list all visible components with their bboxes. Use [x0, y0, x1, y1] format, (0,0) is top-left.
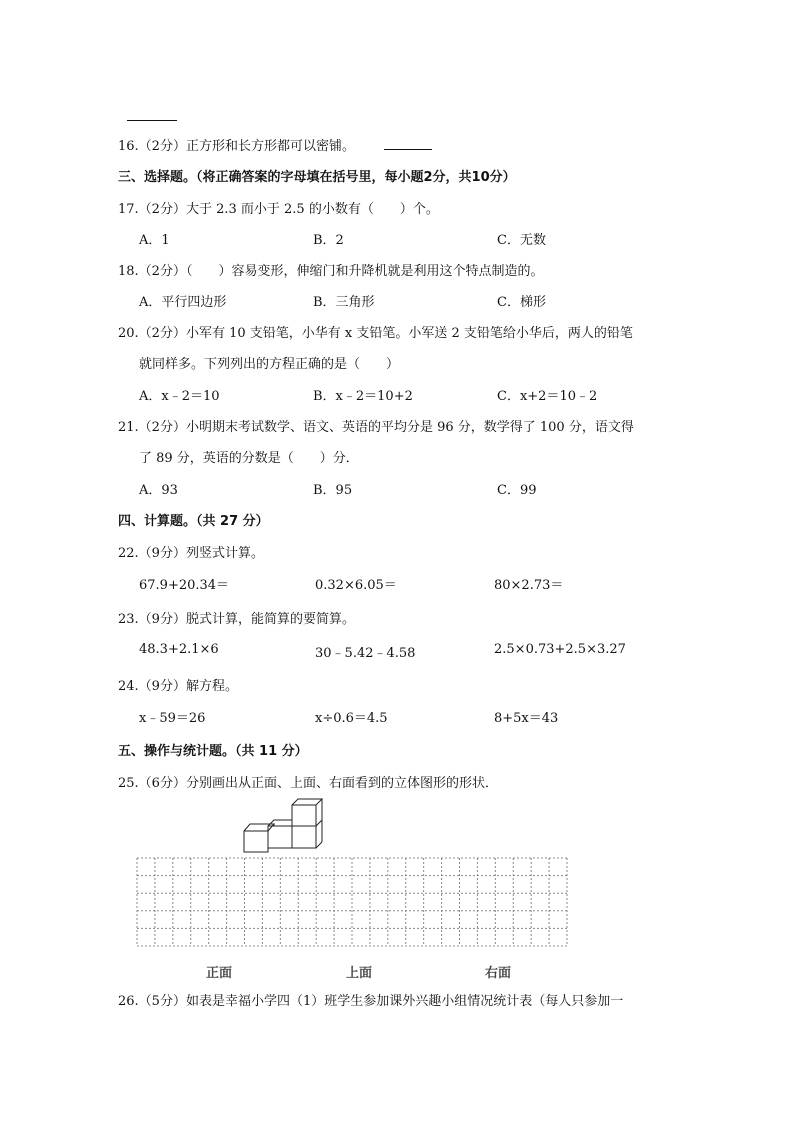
question-23-expr-1: 48.3+2.1×6 — [139, 642, 219, 657]
question-22-expr-3: 80×2.73＝ — [494, 578, 564, 593]
question-24-expr-2: x÷0.6＝4.5 — [315, 711, 388, 726]
question-23-expr-2: 30﹣5.42﹣4.58 — [315, 646, 416, 661]
question-22-expr-1: 67.9+20.34＝ — [139, 578, 230, 593]
view-label-right: 右面 — [485, 966, 512, 981]
question-16: 16.（2分）正方形和长方形都可以密铺。 — [118, 139, 355, 154]
question-24-expr-3: 8+5x＝43 — [494, 711, 559, 726]
section-3-heading: 三、选择题。（将正确答案的字母填在括号里，每小题2分，共10分） — [118, 170, 516, 185]
question-17-option-a: A．1 — [139, 233, 170, 248]
question-20-option-c: C．x+2＝10﹣2 — [497, 389, 598, 404]
question-21-option-b: B．95 — [313, 483, 353, 498]
question-20-line1: 20.（2分）小军有 10 支铅笔，小华有 x 支铅笔。小军送 2 支铅笔给小华后，两人的铅笔 — [118, 326, 633, 341]
question-22-stem: 22.（9分）列竖式计算。 — [118, 546, 264, 561]
question-18-option-b: B．三角形 — [313, 295, 375, 310]
question-21-line1: 21.（2分）小明期末考试数学、语文、英语的平均分是 96 分，数学得了 100 分，语文得 — [118, 420, 634, 435]
question-21-line2: 了 89 分，英语的分数是（ ）分． — [139, 451, 359, 466]
question-17-option-c: C．无数 — [497, 233, 546, 248]
question-20-line2: 就同样多。下列列出的方程正确的是（ ） — [139, 357, 400, 372]
drawing-grid[interactable] — [136, 857, 568, 947]
question-20-option-a: A．x﹣2＝10 — [139, 389, 220, 404]
question-24-expr-1: x﹣59＝26 — [139, 711, 206, 726]
question-21-option-a: A．93 — [139, 483, 178, 498]
view-label-front: 正面 — [206, 966, 233, 981]
question-24-stem: 24.（9分）解方程。 — [118, 679, 238, 694]
section-5-heading: 五、操作与统计题。（共 11 分） — [118, 744, 308, 759]
question-23-expr-3: 2.5×0.73+2.5×3.27 — [494, 642, 626, 657]
question-23-stem: 23.（9分）脱式计算，能简算的要简算。 — [118, 612, 355, 627]
question-22-expr-2: 0.32×6.05＝ — [315, 578, 397, 593]
view-label-top: 上面 — [346, 966, 373, 981]
answer-blank-15 — [127, 120, 177, 121]
cube-figure — [235, 795, 335, 865]
question-26-stem: 26.（5分）如表是幸福小学四（1）班学生参加课外兴趣小组情况统计表（每人只参加一 — [118, 994, 624, 1009]
question-21-option-c: C．99 — [497, 483, 537, 498]
question-18-stem: 18.（2分）（ ）容易变形，伸缩门和升降机就是利用这个特点制造的。 — [118, 264, 544, 279]
question-25-stem: 25.（6分）分别画出从正面、上面、右面看到的立体图形的形状． — [118, 776, 498, 791]
question-20-option-b: B．x﹣2＝10+2 — [313, 389, 413, 404]
answer-blank-16 — [384, 149, 432, 150]
question-18-option-c: C．梯形 — [497, 295, 546, 310]
question-18-option-a: A．平行四边形 — [139, 295, 227, 310]
section-4-heading: 四、计算题。（共 27 分） — [118, 514, 269, 529]
question-17-stem: 17.（2分）大于 2.3 而小于 2.5 的小数有（ ）个。 — [118, 202, 439, 217]
question-17-option-b: B．2 — [313, 233, 344, 248]
